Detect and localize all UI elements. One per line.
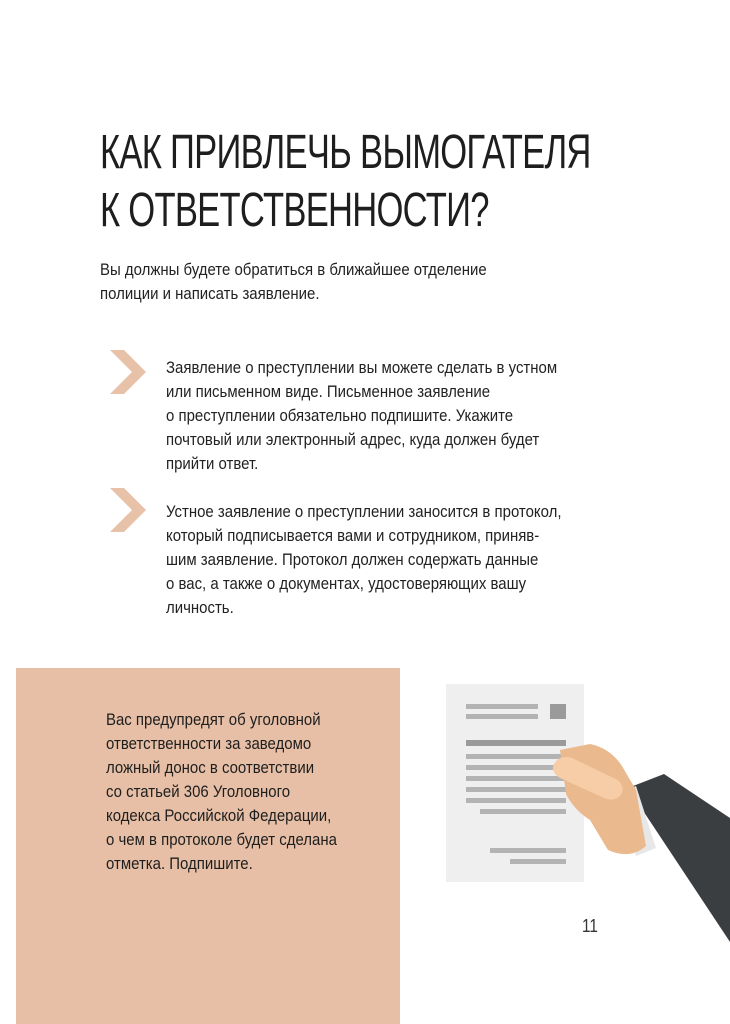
page-title (100, 124, 591, 240)
bullet-2-line-4: о вас, а также о документах, удостоверяющих вашу (166, 574, 527, 593)
bullet-1-line-2: или письменном виде. Письменное заявление (166, 382, 491, 401)
bullet-2-line-5: личность. (166, 598, 234, 617)
bullet-2-line-2: который подписывается вами и сотрудником, приняв- (166, 526, 540, 545)
bullet-item-2 (166, 500, 562, 620)
chevron-right-icon (108, 350, 148, 394)
page-number: 11 (582, 916, 598, 936)
intro-line-2: полиции и написать заявление. (100, 284, 320, 303)
page-title-line-1: КАК ПРИВЛЕЧЬ ВЫМОГАТЕЛЯ (100, 126, 591, 179)
bullet-1-line-1: Заявление о преступлении вы можете сделать в устном (166, 358, 558, 377)
bullet-1-line-5: прийти ответ. (166, 454, 259, 473)
note-line-1: Вас предупредят об уголовной (106, 710, 321, 729)
bullet-2-line-3: шим заявление. Протокол должен содержать данные (166, 550, 539, 569)
note-line-5: кодекса Российской Федерации, (106, 806, 332, 825)
note-paragraph (106, 708, 337, 876)
sleeve (628, 774, 730, 942)
note-line-2: ответственности за заведомо (106, 734, 312, 753)
chevron-right-icon (108, 488, 148, 532)
bullet-1-line-3: о преступлении обязательно подпишите. Укажите (166, 406, 514, 425)
intro-line-1: Вы должны будете обратиться в ближайшее отделение (100, 260, 487, 279)
page-title-line-2: К ОТВЕТСТВЕННОСТИ? (100, 184, 489, 237)
bullet-2-line-1: Устное заявление о преступлении заносится в протокол, (166, 502, 562, 521)
bullet-item-1 (166, 356, 557, 476)
hand-holding-document-icon (430, 670, 730, 1024)
note-line-7: отметка. Подпишите. (106, 854, 253, 873)
note-line-4: со статьей 306 Уголовного (106, 782, 291, 801)
intro-paragraph (100, 258, 487, 306)
note-line-6: о чем в протоколе будет сделана (106, 830, 337, 849)
bullet-1-line-4: почтовый или электронный адрес, куда должен будет (166, 430, 540, 449)
note-line-3: ложный донос в соответствии (106, 758, 315, 777)
